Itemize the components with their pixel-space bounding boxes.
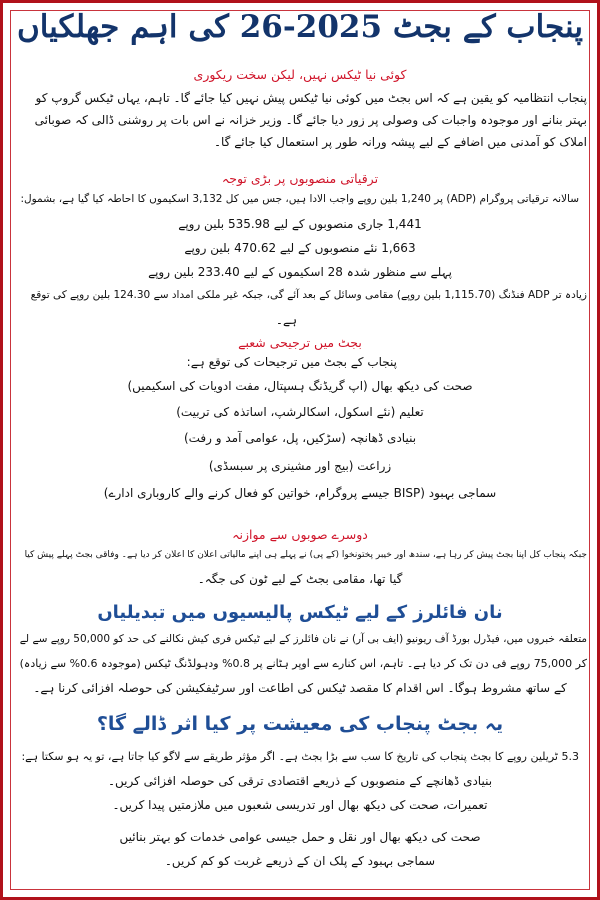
non-filers-text: متعلقہ خبروں میں، فیڈرل بورڈ آف ریونیو (ایف بی آر) نے نان فائلرز کے لیے ٹیکس فری کیش نکالنے کی حد کو 50,000 روپے سے لے	[19, 633, 587, 645]
no-tax-heading: کوئی نیا ٹیکس نہیں، لیکن سخت ریکوری	[193, 67, 407, 82]
economy-heading: یہ بجٹ پنجاب کی معیشت پر کیا اثر ڈالے گا؟	[96, 713, 504, 735]
development-intro: سالانہ ترقیاتی پروگرام (ADP) پر 1,240 بلین روپے واجب الادا ہیں، جس میں کل 3,132 اسکیموں کا احاطہ کیا گیا ہے، بشمول:	[20, 193, 579, 205]
priority-item: زراعت (بیج اور مشینری پر سبسڈی)	[208, 459, 392, 473]
comparison-text: جبکہ پنجاب کل اپنا بجٹ پیش کر رہا ہے، سندھ اور خیبر پختونخوا (کے پی) نے پہلے ہی اپنے مالیاتی اعلان کا اعلان کر دیا ہے۔ وفاقی بجٹ پہلے پیش کیا	[24, 550, 587, 560]
priority-item: بنیادی ڈھانچہ (سڑکیں، پل، عوامی آمد و رفت)	[183, 431, 417, 445]
development-heading: ترقیاتی منصوبوں پر بڑی توجہ	[221, 171, 379, 186]
no-tax-paragraph: پنجاب انتظامیہ کو یقین ہے کہ اس بجٹ میں کوئی نیا ٹیکس پیش نہیں کیا جائے گا۔ تاہم، یہاں ٹیکس گروپ کو بہتر بنانے اور موجودہ واجبات کی وصولی پر زور دیا جائے گا۔ وزیر خزانہ نے اس بات پر روشنی ڈالی کہ صوبائی املاک کو آمدنی میں اضافے کے لیے پیشہ ورانہ طور پر استعمال کیا جائے گا۔	[34, 91, 587, 149]
page-title: پنجاب کے بجٹ 2025-26 کی اہم جھلکیاں	[16, 9, 584, 45]
comparison-text-end: گیا تھا، مقامی بجٹ کے لیے ٹون کی جگہ۔	[197, 572, 403, 586]
priorities-intro: پنجاب کے بجٹ میں ترجیحات کی توقع ہے:	[186, 355, 397, 369]
non-filers-heading: نان فائلرز کے لیے ٹیکس پالیسیوں میں تبدیلیاں	[97, 602, 503, 623]
priority-item: تعلیم (نئے اسکول، اسکالرشپ، اساتذہ کی تربیت)	[176, 405, 424, 419]
development-item: 1,441 جاری منصوبوں کے لیے 535.98 بلین روپے	[178, 217, 422, 231]
comparison-heading: دوسرے صوبوں سے موازنہ	[232, 527, 368, 542]
non-filers-text: کر 75,000 روپے فی دن تک کر دیا ہے۔ تاہم، اس کنارے سے اوپر ہٹانے پر 0.8% ودہولڈنگ ٹیکس (موجودہ 0.6% سے زیادہ)	[19, 657, 587, 670]
adp-funding-note-end: ہے۔	[275, 313, 297, 327]
economy-intro: 5.3 ٹریلین روپے کا بجٹ پنجاب کی تاریخ کا سب سے بڑا بجٹ ہے۔ اگر مؤثر طریقے سے لاگو کیا جاتا ہے، تو یہ ہو سکتا ہے:	[21, 750, 579, 763]
priority-item: صحت کی دیکھ بھال (اپ گریڈنگ ہسپتال، مفت ادویات کی اسکیمیں)	[127, 379, 473, 393]
adp-funding-note: زیادہ تر ADP فنڈنگ (1,115.70 بلین روپے) مقامی وسائل کے بعد آئے گی، جبکہ غیر ملکی امداد سے 124.30 بلین روپے کی توقع	[30, 289, 587, 301]
development-item: پہلے سے منظور شدہ 28 اسکیموں کے لیے 233.40 بلین روپے	[148, 265, 452, 279]
priority-item: سماجی بہبود (BISP جیسے پروگرام، خواتین کو فعال کرنے والے کاروباری ادارے)	[103, 486, 497, 500]
non-filers-text: کے ساتھ مشروط ہوگا۔ اس اقدام کا مقصد ٹیکس کی اطاعت اور سرٹیفکیشن کی حوصلہ افزائی کرنا ہے۔	[33, 681, 567, 695]
economy-item: صحت کی دیکھ بھال اور نقل و حمل جیسی عوامی خدمات کو بہتر بنائیں	[119, 830, 481, 844]
economy-item: سماجی بہبود کے پلک ان کے ذریعے غربت کو کم کریں۔	[164, 854, 436, 868]
economy-item: تعمیرات، صحت کی دیکھ بھال اور تدریسی شعبوں میں ملازمتیں پیدا کریں۔	[112, 798, 488, 812]
economy-item: بنیادی ڈھانچے کے منصوبوں کے ذریعے اقتصادی ترقی کی حوصلہ افزائی کریں۔	[107, 774, 493, 788]
priorities-heading: بجٹ میں ترجیحی شعبے	[238, 335, 362, 350]
development-item: 1,663 نئے منصوبوں کے لیے 470.62 بلین روپے	[184, 241, 416, 255]
